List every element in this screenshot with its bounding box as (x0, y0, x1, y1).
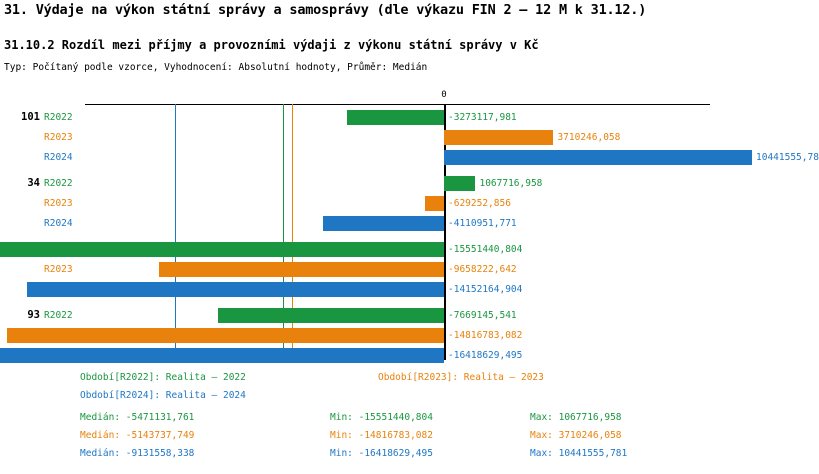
bar[interactable] (444, 130, 553, 145)
bar[interactable] (323, 216, 444, 231)
bar-value-label: -15551440,804 (448, 244, 523, 255)
min-stat: Min: -14816783,082 (330, 430, 433, 441)
median-stat: Medián: -5471131,761 (80, 412, 195, 423)
bar-value-label: -629252,856 (448, 198, 511, 209)
median-line (175, 104, 176, 360)
legend-entry: Období[R2022]: Realita – 2022 (80, 372, 246, 383)
page-title: 31. Výdaje na výkon státní správy a samosprávy (dle výkazu FIN 2 – 12 M k 31.12.) (4, 2, 647, 18)
series-label: R2023 (44, 132, 73, 143)
bar[interactable] (425, 196, 444, 211)
series-label: R2024 (44, 218, 73, 229)
bar[interactable] (444, 176, 475, 191)
bar-value-label: -7669145,541 (448, 310, 517, 321)
category-label: 93 (27, 309, 40, 321)
series-label: R2023 (44, 264, 73, 275)
legend-entry: Období[R2023]: Realita – 2023 (378, 372, 544, 383)
chart-meta: Typ: Počítaný podle vzorce, Vyhodnocení: Absolutní hodnoty, Průměr: Medián (4, 62, 428, 73)
min-stat: Min: -16418629,495 (330, 448, 433, 459)
chart-legend (0, 366, 750, 474)
min-stat: Min: -15551440,804 (330, 412, 433, 423)
bar-value-label: -14816783,082 (448, 330, 523, 341)
bar-value-label: 10441555,78 (756, 152, 819, 163)
legend-entry: Období[R2024]: Realita – 2024 (80, 390, 246, 401)
axis-tick-zero: 0 (441, 90, 447, 100)
bar[interactable] (347, 110, 444, 125)
bar[interactable] (0, 348, 444, 363)
bar[interactable] (7, 328, 444, 343)
median-stat: Medián: -5143737,749 (80, 430, 195, 441)
series-label: R2023 (44, 198, 73, 209)
bar[interactable] (444, 150, 752, 165)
bar-value-label: 3710246,058 (557, 132, 621, 143)
bar-value-label: -14152164,904 (448, 284, 523, 295)
series-label: R2022 (44, 310, 73, 321)
bar[interactable] (218, 308, 444, 323)
series-label: R2024 (44, 152, 73, 163)
series-label: R2022 (44, 112, 73, 123)
category-label: 101 (21, 111, 40, 123)
median-stat: Medián: -9131558,338 (80, 448, 195, 459)
bar[interactable] (27, 282, 444, 297)
max-stat: Max: 10441555,781 (530, 448, 628, 459)
bar-value-label: -4110951,771 (448, 218, 517, 229)
max-stat: Max: 1067716,958 (530, 412, 622, 423)
bar-value-label: -3273117,981 (448, 112, 517, 123)
chart-title: 31.10.2 Rozdíl mezi příjmy a provozními výdaji z výkonu státní správy v Kč (4, 38, 539, 52)
bar-value-label: 1067716,958 (479, 178, 543, 189)
bar[interactable] (159, 262, 444, 277)
x-axis-line (85, 104, 710, 105)
chart-plot-area (0, 90, 819, 361)
bar-value-label: -16418629,495 (448, 350, 523, 361)
bar[interactable] (0, 242, 444, 257)
max-stat: Max: 3710246,058 (530, 430, 622, 441)
category-label: 34 (27, 177, 40, 189)
series-label: R2022 (44, 178, 73, 189)
bar-value-label: -9658222,642 (448, 264, 517, 275)
